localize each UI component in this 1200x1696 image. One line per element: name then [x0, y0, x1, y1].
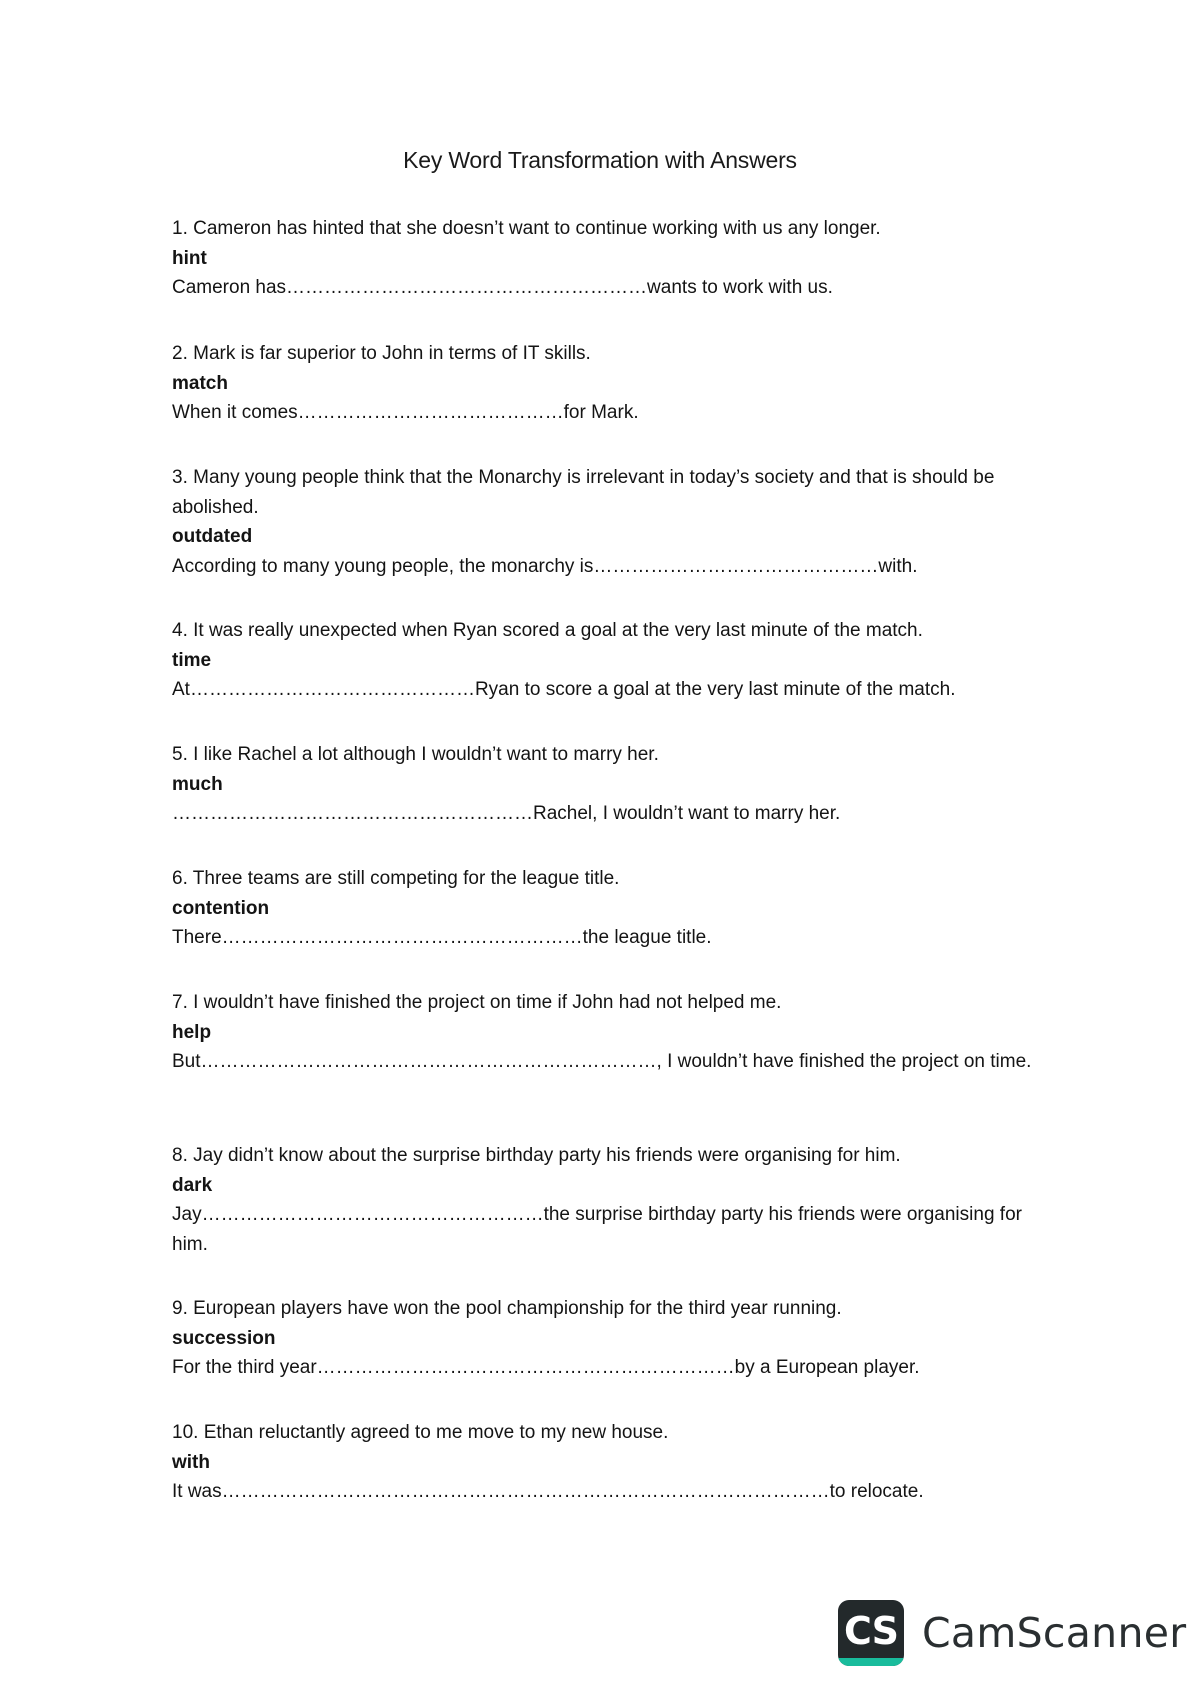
- question-answer-line: Cameron has…………………………………………………wants to work with us.: [172, 277, 833, 298]
- question-1: [172, 214, 1042, 303]
- question-answer-line: There…………………………………………………the league title.: [172, 927, 712, 948]
- question-keyword: time: [172, 649, 212, 671]
- question-5: [172, 740, 1042, 829]
- camscanner-brand-text: CamScanner: [922, 1609, 1187, 1657]
- question-prompt: 2. Mark is far superior to John in terms of IT skills.: [172, 343, 591, 364]
- question-answer-line: When it comes……………………………………for Mark.: [172, 402, 639, 423]
- question-keyword: dark: [172, 1174, 213, 1196]
- question-4: [172, 616, 1042, 705]
- camscanner-logo-icon: CS: [838, 1600, 904, 1666]
- question-keyword: succession: [172, 1327, 276, 1349]
- question-prompt: 3. Many young people think that the Monarchy is irrelevant in today’s society and that is should be abolished.: [172, 467, 995, 518]
- question-2: [172, 339, 1042, 428]
- question-prompt: 10. Ethan reluctantly agreed to me move to my new house.: [172, 1422, 669, 1443]
- question-9: [172, 1294, 1042, 1383]
- question-6: [172, 864, 1042, 953]
- question-prompt: 7. I wouldn’t have finished the project on time if John had not helped me.: [172, 992, 782, 1013]
- question-keyword: with: [172, 1451, 210, 1473]
- question-keyword: match: [172, 372, 228, 394]
- question-prompt: 6. Three teams are still competing for the league title.: [172, 868, 620, 889]
- question-prompt: 1. Cameron has hinted that she doesn’t want to continue working with us any longer.: [172, 218, 881, 239]
- question-7: [172, 988, 1042, 1077]
- question-keyword: contention: [172, 897, 270, 919]
- question-10: [172, 1418, 1042, 1507]
- question-8: [172, 1141, 1042, 1259]
- question-answer-line: …………………………………………………Rachel, I wouldn’t want to marry her.: [172, 803, 841, 824]
- question-keyword: outdated: [172, 526, 253, 547]
- question-prompt: 8. Jay didn’t know about the surprise birthday party his friends were organising for him.: [172, 1145, 901, 1166]
- question-prompt: 4. It was really unexpected when Ryan scored a goal at the very last minute of the match.: [172, 620, 923, 641]
- question-prompt: 5. I like Rachel a lot although I wouldn’t want to marry her.: [172, 744, 659, 765]
- question-answer-line: According to many young people, the monarchy is………………………………………with.: [172, 555, 918, 577]
- camscanner-watermark: [838, 1600, 1186, 1666]
- question-prompt: 9. European players have won the pool championship for the third year running.: [172, 1298, 842, 1319]
- question-answer-line: For the third year…………………………………………………………by a European player.: [172, 1357, 920, 1378]
- question-answer-line: Jay………………………………………………the surprise birthday party his friends were organising for him.: [172, 1204, 1022, 1255]
- question-3: [172, 463, 1042, 581]
- page-title: Key Word Transformation with Answers: [403, 147, 797, 173]
- question-keyword: help: [172, 1021, 212, 1043]
- question-answer-line: It was……………………………………………………………………………………to relocate.: [172, 1481, 924, 1502]
- question-keyword: hint: [172, 247, 207, 269]
- question-keyword: much: [172, 773, 223, 795]
- question-answer-line: At………………………………………Ryan to score a goal at the very last minute of the match.: [172, 679, 956, 700]
- question-answer-line: But………………………………………………………………, I wouldn’t have finished the project on time.: [172, 1051, 1032, 1072]
